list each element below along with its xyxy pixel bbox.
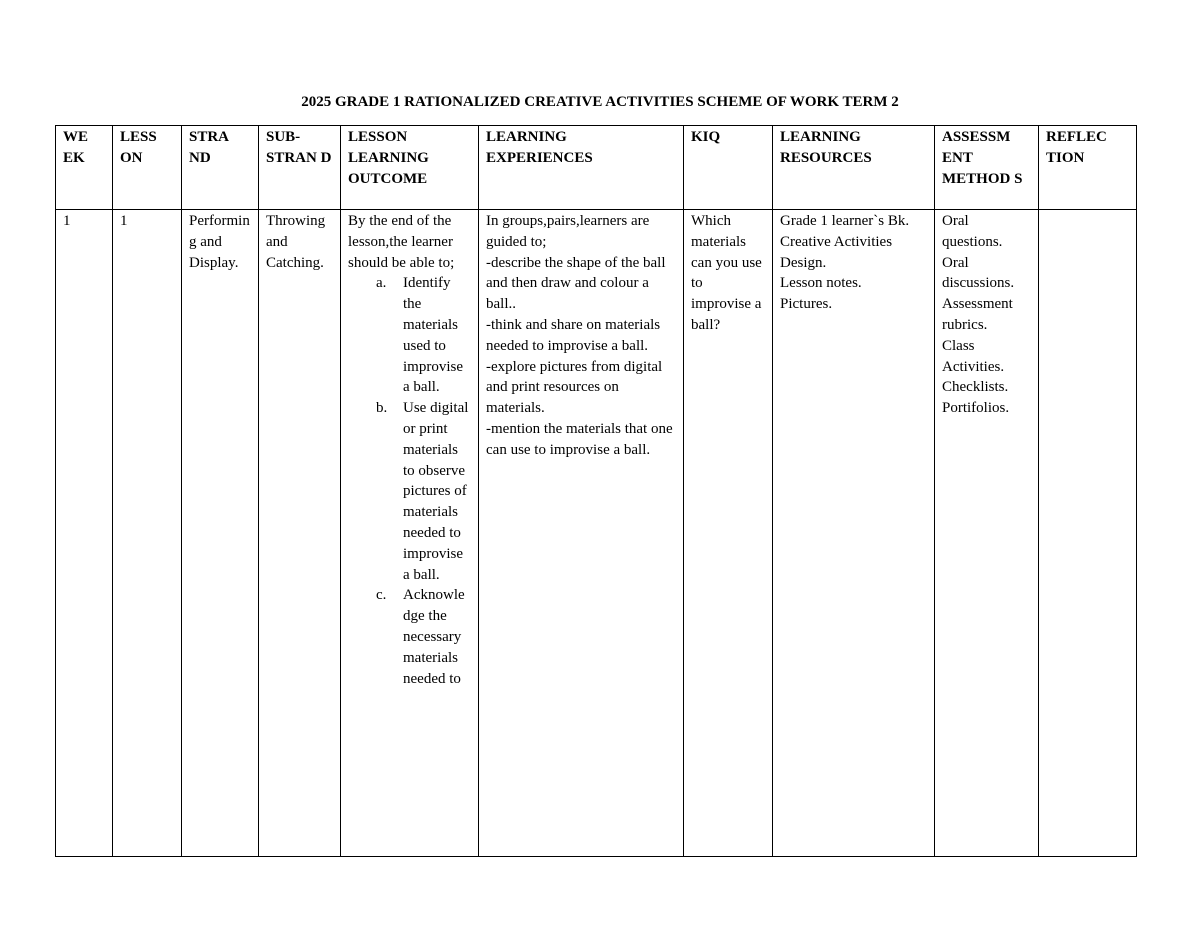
outcome-marker: a. <box>376 275 387 292</box>
header-strand: STRA ND <box>182 126 259 210</box>
resource-line: Creative Activities Design. <box>780 233 893 271</box>
experience-line: In groups,pairs,learners are guided to; <box>486 213 650 250</box>
outcome-marker: b. <box>376 400 388 417</box>
header-learning-resources: LEARNING RESOURCES <box>773 126 935 210</box>
experience-line: -explore pictures from digital and print resources on materials. <box>486 358 663 417</box>
cell-reflection <box>1039 210 1137 857</box>
cell-lesson: 1 <box>113 210 182 857</box>
experience-line: -mention the materials that one can use to improvise a ball. <box>486 420 673 458</box>
table-row <box>56 210 1137 857</box>
header-week: WE EK <box>56 126 113 210</box>
outcome-text: Acknowledge the necessary materials needed to <box>403 587 465 687</box>
document-title: 2025 GRADE 1 RATIONALIZED CREATIVE ACTIVITIES SCHEME OF WORK TERM 2 <box>301 94 899 110</box>
assessment-line: Class Activities. <box>942 337 1005 375</box>
assessment-line: Assessment rubrics. <box>942 296 1013 333</box>
assessment-line: Oral questions. <box>942 213 1003 250</box>
cell-learning-resources <box>773 210 935 857</box>
cell-strand: Performing and Display. <box>182 210 259 857</box>
assessment-line: Checklists. <box>942 379 1009 396</box>
outcome-item <box>348 273 472 398</box>
experience-line: -describe the shape of the ball and then draw and colour a ball.. <box>486 254 666 313</box>
outcome-intro: By the end of the lesson,the learner should be able to; <box>348 213 455 271</box>
table-header-row <box>56 126 1137 210</box>
resource-line: Grade 1 learner`s Bk. <box>780 213 910 229</box>
header-assessment-methods: ASSESSM ENT METHOD S <box>935 126 1039 210</box>
header-learning-outcome: LESSON LEARNING OUTCOME <box>341 126 479 210</box>
assessment-line: Oral discussions. <box>942 254 1015 292</box>
resource-line: Pictures. <box>780 296 833 313</box>
outcome-item <box>348 398 472 585</box>
cell-week: 1 <box>56 210 113 857</box>
experience-line: -think and share on materials needed to improvise a ball. <box>486 316 661 354</box>
cell-assessment-methods <box>935 210 1039 857</box>
outcome-list <box>348 273 472 689</box>
assessment-line: Portifolios. <box>942 400 1010 417</box>
resource-line: Lesson notes. <box>780 275 862 292</box>
cell-substrand: Throwing and Catching. <box>259 210 341 857</box>
cell-learning-outcome <box>341 210 479 857</box>
header-lesson: LESS ON <box>113 126 182 210</box>
outcome-item <box>348 585 472 689</box>
outcome-text: Identify the materials used to improvise a ball. <box>403 275 463 396</box>
scheme-of-work-table <box>55 125 1137 857</box>
outcome-marker: c. <box>376 587 387 604</box>
header-reflection: REFLEC TION <box>1039 126 1137 210</box>
header-substrand: SUB- STRAN D <box>259 126 341 210</box>
header-kiq: KIQ <box>684 126 773 210</box>
header-learning-experiences: LEARNING EXPERIENCES <box>479 126 684 210</box>
cell-kiq: Which materials can you use to improvise a ball? <box>684 210 773 857</box>
outcome-text: Use digital or print materials to observe pictures of materials needed to improvise a ball. <box>403 400 469 583</box>
cell-learning-experiences <box>479 210 684 857</box>
